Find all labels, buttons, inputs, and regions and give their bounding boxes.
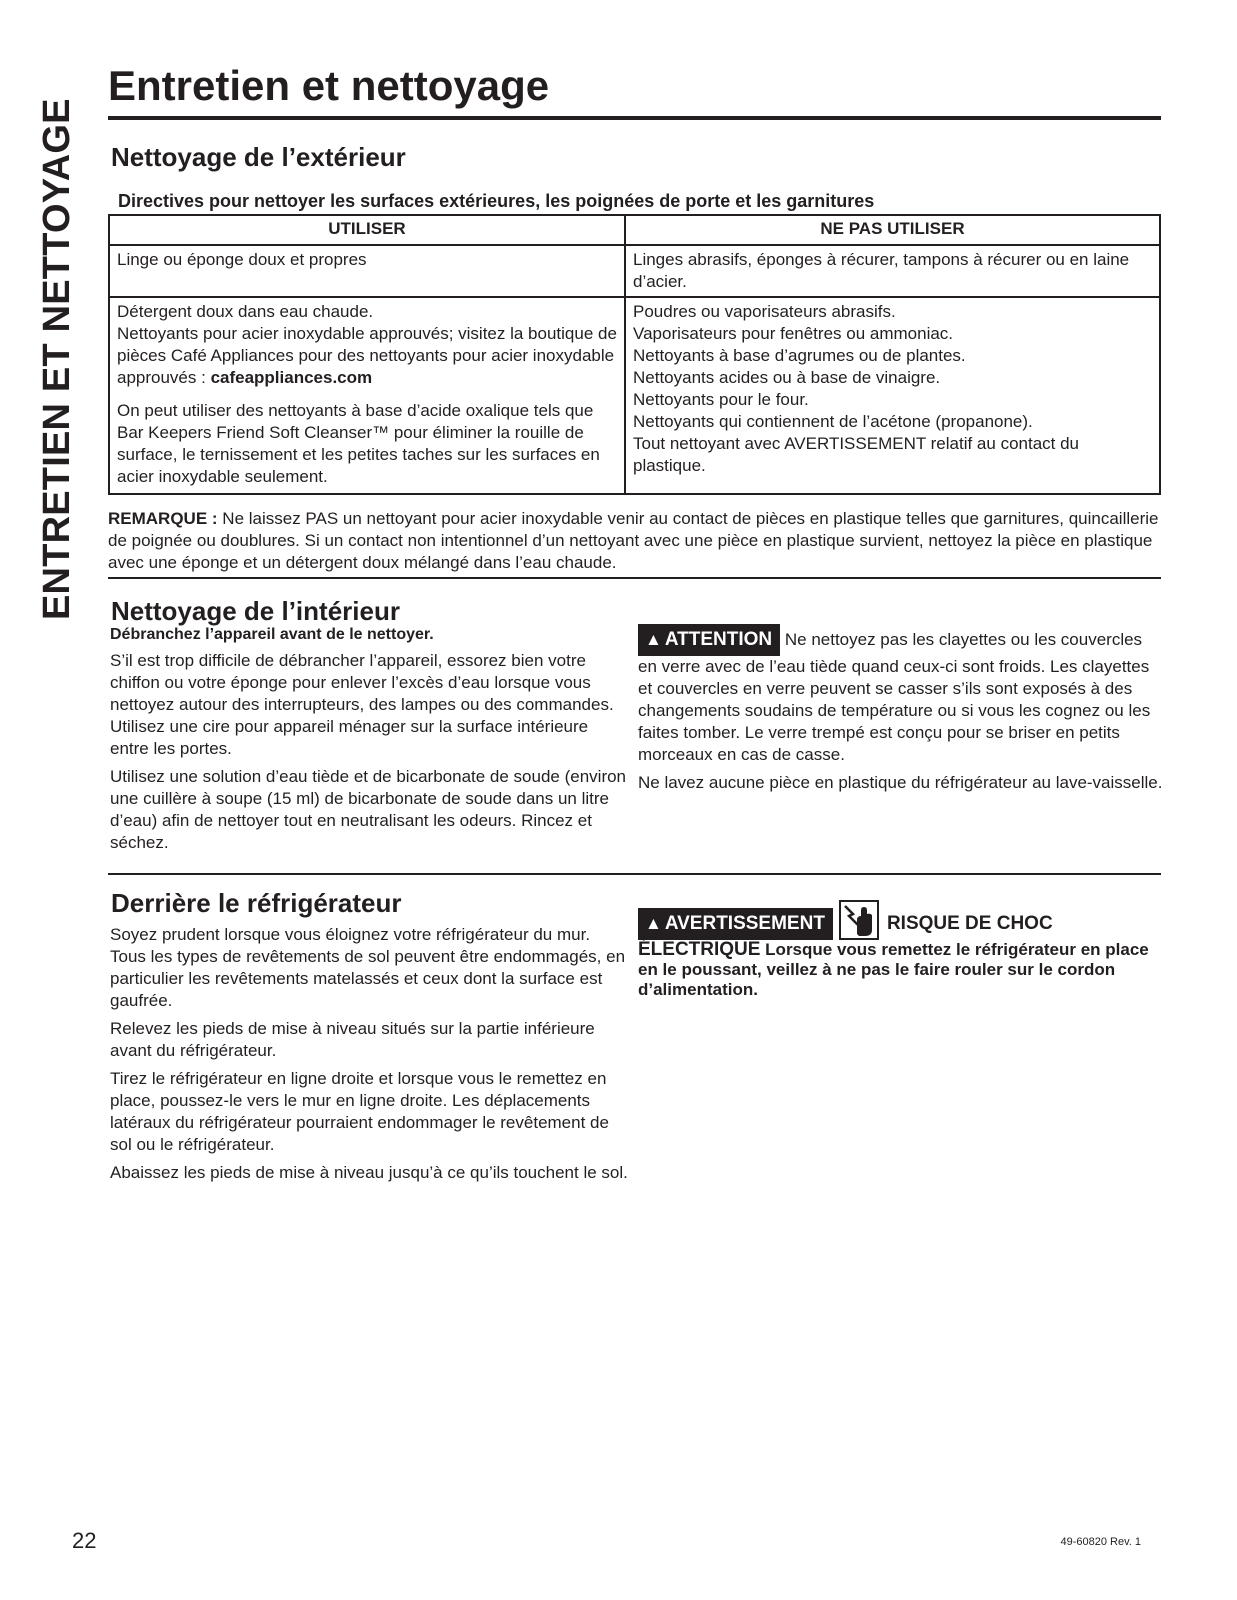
warning-label: AVERTISSEMENT	[664, 913, 825, 934]
behind-paragraph: Tirez le réfrigérateur en ligne droite et lorsque vous le remettez en place, poussez-le vers le mur en ligne droite. Les déplacements latéraux du réfrigérateur pourraient endommager le revêtement de sol ou le réfrigérateur.	[110, 1069, 609, 1154]
table-cell-use	[109, 297, 625, 494]
warning-notice	[638, 900, 1163, 1000]
remarque-label: REMARQUE :	[108, 509, 218, 528]
table-cell-avoid	[625, 297, 1160, 494]
cell-line: Nettoyants pour le four.	[633, 390, 809, 409]
remarque-note	[108, 508, 1163, 574]
behind-heading: Derrière le réfrigérateur	[111, 888, 402, 918]
cell-line: Détergent doux dans eau chaude.	[117, 302, 374, 321]
cell-line: Nettoyants à base d’agrumes ou de plantes.	[633, 346, 966, 365]
section-divider	[108, 873, 1161, 875]
behind-paragraph: Soyez prudent lorsque vous éloignez votre réfrigérateur du mur. Tous les types de revêtements de sol peuvent être endommagés, en particulier les revêtements matelassés et ceux dont la surface est gaufrée.	[110, 925, 626, 1010]
behind-paragraph: Abaissez les pieds de mise à niveau jusqu’à ce qu’ils touchent le sol.	[110, 1163, 628, 1182]
interior-heading: Nettoyage de l’intérieur	[111, 596, 400, 626]
cell-line: Vaporisateurs pour fenêtres ou ammoniac.	[633, 324, 954, 343]
table-row	[109, 297, 1160, 494]
interior-right-column	[638, 624, 1163, 800]
table-cell-avoid: Linges abrasifs, éponges à récurer, tampons à récurer ou en laine d’acier.	[625, 245, 1160, 297]
electric-shock-hand-icon	[839, 900, 879, 940]
warning-triangle-icon: ▲	[645, 630, 662, 649]
website-link[interactable]: cafeappliances.com	[210, 368, 373, 387]
table-cell-use: Linge ou éponge doux et propres	[109, 245, 625, 297]
unplug-instruction: Débranchez l’appareil avant de le nettoyer.	[110, 626, 434, 643]
side-section-tab: ENTRETIEN ET NETTOYAGE	[36, 98, 78, 620]
cell-line: Nettoyants acides ou à base de vinaigre.	[633, 368, 941, 387]
behind-right-column	[638, 900, 1163, 1006]
cell-line: Nettoyants qui contiennent de l’acétone (propanone).	[633, 412, 1033, 431]
page-title: Entretien et nettoyage	[108, 62, 550, 109]
dishwasher-note: Ne lavez aucune pièce en plastique du réfrigérateur au lave-vaisselle.	[638, 773, 1163, 792]
table-caption: Directives pour nettoyer les surfaces extérieures, les poignées de porte et les garnitures	[118, 191, 875, 211]
behind-left-column	[110, 924, 630, 1190]
cell-line: Tout nettoyant avec AVERTISSEMENT relatif au contact du plastique.	[633, 434, 1080, 475]
interior-left-column	[110, 624, 630, 860]
remarque-text: Ne laissez PAS un nettoyant pour acier inoxydable venir au contact de pièces en plastique telles que garnitures, quincaillerie de poignée ou doublures. Si un contact non intentionnel d’un nettoyant avec une pièce en plastique survient, nettoyez la pièce en plastique avec une éponge et un détergent doux mélangé dans l’eau chaude.	[108, 509, 1159, 572]
cell-line: Poudres ou vaporisateurs abrasifs.	[633, 302, 896, 321]
cleaning-guidelines-table	[108, 214, 1161, 495]
cell-line	[117, 323, 617, 389]
attention-badge	[638, 624, 780, 656]
attention-text: Ne nettoyez pas les clayettes ou les couvercles en verre avec de l’eau tiède quand ceux-ci sont froids. Les clayettes et couvercles en verre peuvent se casser s’ils sont exposés à des changements soudains de température ou si vous les cognez ou les faites tomber. Le verre trempé est conçu pour se briser en petits morceaux en cas de casse.	[638, 630, 1151, 764]
title-divider	[108, 116, 1161, 120]
column-header-use: UTILISER	[109, 215, 625, 245]
warning-badge	[638, 908, 833, 940]
warning-text: Lorsque vous remettez le réfrigérateur en place en le poussant, veillez à ne pas le faire rouler sur le cordon d’alimentation.	[638, 940, 1149, 999]
behind-paragraph: Relevez les pieds de mise à niveau situés sur la partie inférieure avant du réfrigérateur.	[110, 1019, 595, 1060]
interior-paragraph: Utilisez une solution d’eau tiède et de bicarbonate de soude (environ une cuillère à soupe (15 ml) de bicarbonate de soude dans un litre d’eau) afin de nettoyer tout en neutralisant les odeurs. Rincez et séchez.	[110, 767, 627, 852]
cell-paragraph: On peut utiliser des nettoyants à base d’acide oxalique tels que Bar Keepers Friend Soft Cleanser™ pour éliminer la rouille de surface, le ternissement et les petites taches sur les surfaces en acier inoxydable seulement.	[117, 401, 600, 486]
cell-text: Nettoyants pour acier inoxydable approuvés; visitez la boutique de pièces Café Appliances pour des nettoyants pour acier inoxydable approuvés :	[117, 324, 617, 387]
interior-paragraph: S’il est trop difficile de débrancher l’appareil, essorez bien votre chiffon ou votre éponge pour enlever l’excès d’eau lorsque vous nettoyez autour des interrupteurs, des lampes ou des commandes. Utilisez une cire pour appareil ménager sur la surface intérieure entre les portes.	[110, 651, 614, 758]
risk-label: RISQUE DE CHOC ÉLECTRIQUE	[638, 913, 1053, 960]
table-row	[109, 245, 1160, 297]
attention-label: ATTENTION	[664, 629, 773, 650]
exterior-heading: Nettoyage de l’extérieur	[111, 142, 406, 172]
warning-triangle-icon: ▲	[645, 914, 662, 933]
document-reference: 49-60820 Rev. 1	[1060, 1536, 1141, 1548]
column-header-do-not-use: NE PAS UTILISER	[625, 215, 1160, 245]
page-number: 22	[72, 1528, 97, 1553]
section-divider	[108, 577, 1161, 579]
attention-notice	[638, 624, 1163, 766]
